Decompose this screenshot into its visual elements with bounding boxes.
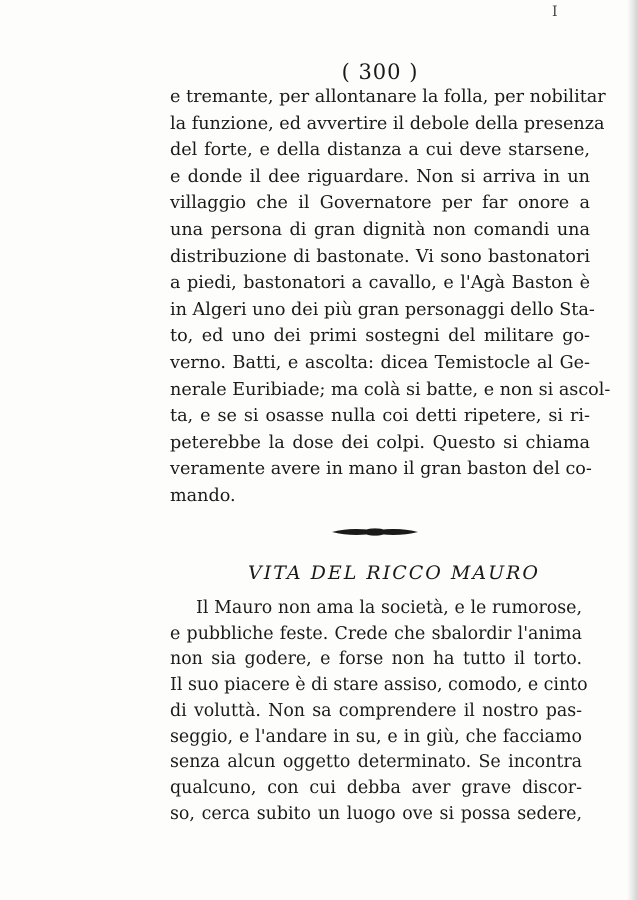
text-line: a piedi, bastonatori a cavallo, e l'Agà Baston è xyxy=(170,273,590,294)
margin-mark: I xyxy=(552,4,558,20)
text-line: to, ed uno dei primi sostegni del militare go- xyxy=(170,326,590,347)
text-line: veramente avere in mano il gran baston del co- xyxy=(170,459,592,480)
text-line: seggio, e l'andare in su, e in giù, che facciamo xyxy=(170,726,582,747)
text-line: del forte, e della distanza a cui deve starsene, xyxy=(170,140,590,161)
text-line: ta, e se si osasse nulla coi detti ripetere, si ri- xyxy=(170,406,590,427)
text-line: qualcuno, con cui debba aver grave discor- xyxy=(170,777,582,798)
text-line: mando. xyxy=(170,485,236,506)
page-number: ( 300 ) xyxy=(341,60,419,84)
text-line: e tremante, per allontanare la folla, per nobilitar xyxy=(170,87,606,107)
text-line: in Algeri uno dei più gran personaggi dello Sta- xyxy=(170,299,595,320)
text-line: so, cerca subito un luogo ove si possa sedere, xyxy=(170,803,582,824)
text-line: Il suo piacere è di stare assiso, comodo, e cinto xyxy=(170,675,588,696)
section-title: VITA DEL RICCO MAURO xyxy=(248,562,540,584)
text-line: e donde il dee riguardare. Non si arriva in un xyxy=(170,166,590,187)
text-line: verno. Batti, e ascolta: dicea Temistocle al Ge- xyxy=(170,352,590,373)
page-edge-shadow xyxy=(627,0,637,900)
text-line: e pubbliche feste. Crede che sbalordir l'anima xyxy=(170,623,582,644)
text-line: la funzione, ed avvertire il debole della presenza xyxy=(170,113,605,134)
text-line: di voluttà. Non sa comprendere il nostro pas- xyxy=(170,700,582,721)
text-line: senza alcun oggetto determinato. Se incontra xyxy=(170,752,582,773)
text-line: una persona di gran dignità non comandi una xyxy=(170,219,590,240)
text-line: villaggio che il Governatore per far onore a xyxy=(170,193,590,214)
paragraph-continuation xyxy=(170,84,611,510)
text-line: Il Mauro non ama la società, e le rumorose, xyxy=(196,598,582,618)
paragraph-opening xyxy=(170,596,588,827)
text-line: peterebbe la dose dei colpi. Questo si chiama xyxy=(170,432,590,453)
text-line: distribuzione di bastonate. Vi sono bastonatori xyxy=(170,246,590,267)
text-line: nerale Euribiade; ma colà si batte, e non si ascol- xyxy=(170,379,611,400)
ornamental-rule-icon xyxy=(330,525,420,539)
text-line: non sia godere, e forse non ha tutto il torto. xyxy=(170,649,582,670)
